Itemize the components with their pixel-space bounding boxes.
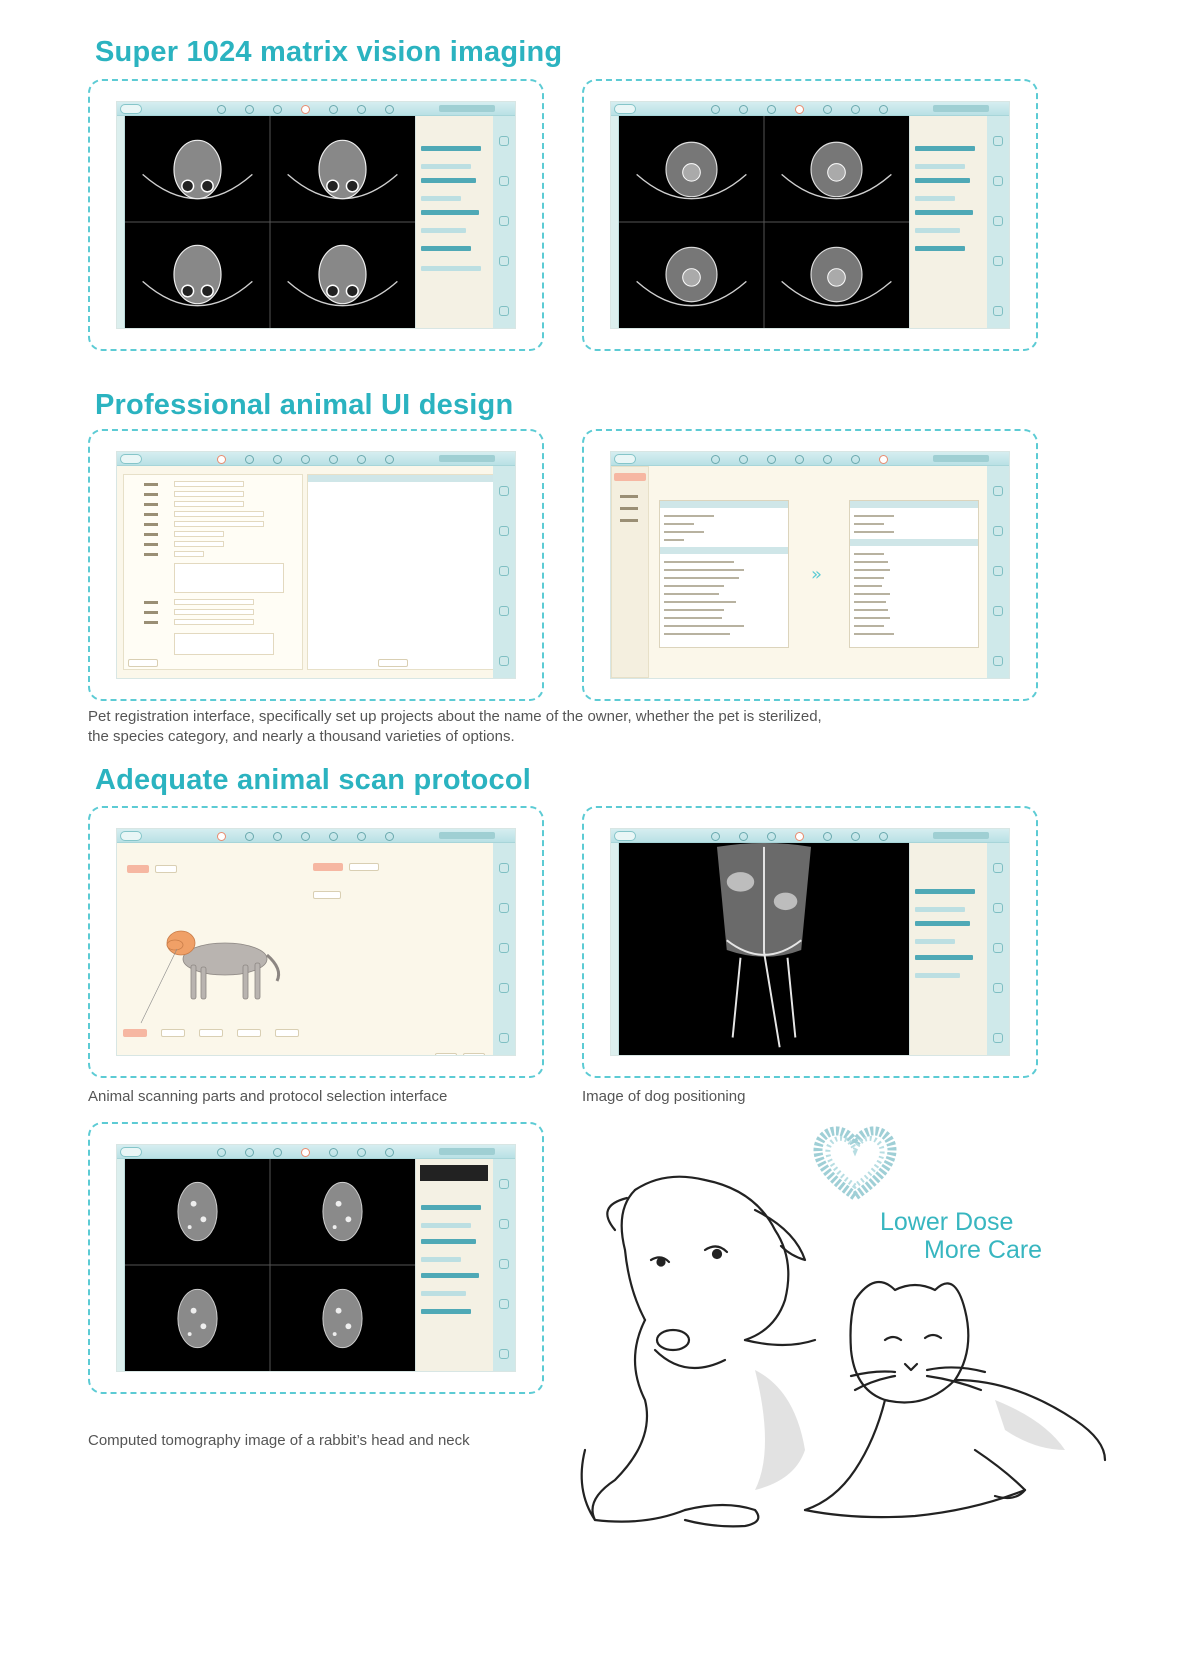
toolbar-icon[interactable]: [385, 1148, 394, 1157]
toolbar-icon[interactable]: [245, 1148, 254, 1157]
toolbar-icon[interactable]: [711, 832, 720, 841]
scan-option-button-active[interactable]: [313, 863, 343, 871]
toolbar-icon[interactable]: [245, 105, 254, 114]
toolbar-icon-active[interactable]: [795, 105, 804, 114]
right-tool-strip[interactable]: [493, 466, 515, 678]
toolbar-icon[interactable]: [879, 832, 888, 841]
ct-head-grid-image: [125, 116, 415, 328]
right-tool-strip[interactable]: [987, 843, 1009, 1055]
selected-breeds-list[interactable]: [849, 500, 979, 648]
app-window: [610, 101, 1010, 329]
toolbar-icon[interactable]: [823, 832, 832, 841]
app-window: [610, 451, 1010, 679]
toolbar-icon[interactable]: [329, 832, 338, 841]
toolbar-icon[interactable]: [329, 1148, 338, 1157]
top-toolbar: [611, 452, 1009, 466]
scan-option-button[interactable]: [313, 891, 341, 899]
toolbar-icon[interactable]: [879, 105, 888, 114]
toolbar-icon[interactable]: [823, 105, 832, 114]
toolbar-icon[interactable]: [273, 105, 282, 114]
app-logo: [614, 104, 636, 114]
left-tool-strip[interactable]: [117, 116, 125, 328]
app-window: [116, 828, 516, 1056]
toolbar-icon[interactable]: [301, 455, 310, 464]
screenshot-pet-registration: [88, 429, 544, 701]
protocol-button[interactable]: [161, 1029, 185, 1037]
app-logo: [120, 1147, 142, 1157]
clock-readout: [439, 105, 495, 112]
right-tool-strip[interactable]: [493, 1159, 515, 1371]
screenshot-ct-head-2: [582, 79, 1038, 351]
toolbar-icon[interactable]: [385, 832, 394, 841]
patient-list-panel[interactable]: [307, 474, 503, 670]
toolbar-icon[interactable]: [851, 832, 860, 841]
toolbar-icon-active[interactable]: [795, 832, 804, 841]
toolbar-icon[interactable]: [357, 832, 366, 841]
toolbar-icon[interactable]: [217, 1148, 226, 1157]
top-toolbar: [117, 829, 515, 843]
clock-readout: [933, 832, 989, 839]
dog-3d-model[interactable]: [137, 889, 287, 1029]
clock-readout: [439, 1148, 495, 1155]
toolbar-icon-active[interactable]: [879, 455, 888, 464]
app-logo: [614, 454, 636, 464]
toolbar-icon[interactable]: [245, 832, 254, 841]
app-window: [116, 1144, 516, 1372]
toolbar-icon[interactable]: [329, 455, 338, 464]
toolbar-icon[interactable]: [767, 105, 776, 114]
toolbar-icon[interactable]: [273, 832, 282, 841]
toolbar-icon-active[interactable]: [301, 105, 310, 114]
screenshot-rabbit-ct: [88, 1122, 544, 1394]
body-part-button[interactable]: [155, 865, 177, 873]
toolbar-icon-active[interactable]: [217, 455, 226, 464]
protocol-button-active[interactable]: [123, 1029, 147, 1037]
toolbar-icon[interactable]: [357, 105, 366, 114]
side-panel[interactable]: [909, 116, 987, 328]
back-button[interactable]: [128, 659, 158, 667]
top-toolbar: [611, 829, 1009, 843]
image-viewer[interactable]: [125, 116, 415, 328]
left-tool-strip[interactable]: [611, 843, 619, 1055]
app-logo: [614, 831, 636, 841]
toolbar-icon[interactable]: [851, 105, 860, 114]
image-viewer[interactable]: [619, 116, 909, 328]
toolbar-icon-active[interactable]: [301, 1148, 310, 1157]
image-viewer[interactable]: [619, 843, 909, 1055]
toolbar-icon[interactable]: [357, 1148, 366, 1157]
top-toolbar: [117, 102, 515, 116]
protocol-button[interactable]: [237, 1029, 261, 1037]
dog-and-cat-sketch-icon: [555, 1150, 1115, 1530]
screenshot-scan-protocol: [88, 806, 544, 1078]
caption-positioning: Image of dog positioning: [582, 1088, 746, 1105]
cancel-button[interactable]: [435, 1053, 457, 1056]
settings-nav[interactable]: [611, 466, 649, 678]
toolbar-icon[interactable]: [767, 832, 776, 841]
toolbar-icon[interactable]: [851, 455, 860, 464]
protocol-button[interactable]: [275, 1029, 299, 1037]
app-logo: [120, 104, 142, 114]
toolbar-icon[interactable]: [273, 455, 282, 464]
tagline-line2: More Care: [924, 1236, 1043, 1264]
right-tool-strip[interactable]: [493, 843, 515, 1055]
toolbar-icon[interactable]: [823, 455, 832, 464]
caption-ui-design-line2: the species category, and nearly a thousand varieties of options.: [88, 728, 515, 745]
toolbar-icon[interactable]: [711, 105, 720, 114]
toolbar-icon[interactable]: [795, 455, 804, 464]
move-right-icon[interactable]: »: [811, 564, 823, 585]
caption-ui-design-line1: Pet registration interface, specifically set up projects about the name of the owner, whether the pet is sterilized,: [88, 708, 822, 725]
left-tool-strip[interactable]: [611, 116, 619, 328]
side-panel[interactable]: [415, 1159, 493, 1371]
caption-protocol: Animal scanning parts and protocol selection interface: [88, 1088, 448, 1105]
ct-head-grid-image: [619, 116, 909, 328]
caption-rabbit: Computed tomography image of a rabbit’s head and neck: [88, 1432, 470, 1449]
toolbar-icon[interactable]: [301, 832, 310, 841]
toolbar-icon[interactable]: [385, 455, 394, 464]
top-toolbar: [117, 1145, 515, 1159]
toolbar-icon[interactable]: [385, 105, 394, 114]
app-window: [116, 101, 516, 329]
clock-readout: [439, 455, 495, 462]
clock-readout: [933, 105, 989, 112]
app-window: [610, 828, 1010, 1056]
app-logo: [120, 831, 142, 841]
screenshot-breed-selection: [582, 429, 1038, 701]
section-title-protocol: Adequate animal scan protocol: [95, 764, 532, 796]
image-viewer[interactable]: [125, 1159, 415, 1371]
section-title-imaging: Super 1024 matrix vision imaging: [95, 36, 563, 68]
side-panel[interactable]: [909, 843, 987, 1055]
dog-xray-image: [619, 843, 909, 1055]
toolbar-icon[interactable]: [329, 105, 338, 114]
scan-option-button[interactable]: [349, 863, 379, 871]
body-part-button-active[interactable]: [127, 865, 149, 873]
top-toolbar: [117, 452, 515, 466]
registration-form[interactable]: [123, 474, 303, 670]
available-breeds-list[interactable]: [659, 500, 789, 648]
toolbar-icon[interactable]: [739, 832, 748, 841]
screenshot-ct-head-1: [88, 79, 544, 351]
confirm-button[interactable]: [378, 659, 408, 667]
toolbar-icon[interactable]: [245, 455, 254, 464]
top-toolbar: [611, 102, 1009, 116]
right-tool-strip[interactable]: [987, 466, 1009, 678]
clock-readout: [439, 832, 495, 839]
toolbar-icon[interactable]: [217, 105, 226, 114]
screenshot-dog-positioning: [582, 806, 1038, 1078]
ok-button[interactable]: [463, 1053, 485, 1056]
clock-readout: [933, 455, 989, 462]
toolbar-icon[interactable]: [273, 1148, 282, 1157]
section-title-ui-design: Professional animal UI design: [95, 389, 514, 421]
tagline-line1: Lower Dose: [880, 1208, 1014, 1236]
toolbar-icon[interactable]: [739, 455, 748, 464]
right-tool-strip[interactable]: [987, 116, 1009, 328]
toolbar-icon[interactable]: [739, 105, 748, 114]
toolbar-icon[interactable]: [711, 455, 720, 464]
app-window: [116, 451, 516, 679]
side-panel[interactable]: [415, 116, 493, 328]
protocol-button[interactable]: [199, 1029, 223, 1037]
toolbar-icon[interactable]: [357, 455, 366, 464]
rabbit-ct-grid-image: [125, 1159, 415, 1371]
toolbar-icon-active[interactable]: [217, 832, 226, 841]
app-logo: [120, 454, 142, 464]
right-tool-strip[interactable]: [493, 116, 515, 328]
left-tool-strip[interactable]: [117, 1159, 125, 1371]
toolbar-icon[interactable]: [767, 455, 776, 464]
